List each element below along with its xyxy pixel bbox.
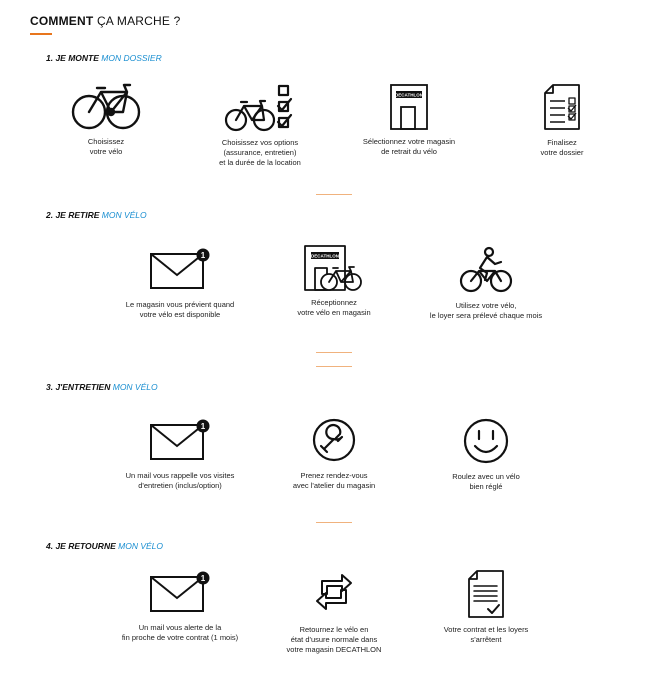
page-title-bold: COMMENT xyxy=(30,14,94,28)
step-3-title: 3. J'ENTRETIEN MON VÉLO xyxy=(46,382,158,392)
step-1-item-4: Finalisez votre dossier xyxy=(492,83,632,158)
bike-options-checklist-icon xyxy=(222,82,298,132)
step-1-title: 1. JE MONTE MON DOSSIER xyxy=(46,53,162,63)
step-3-item-2: Prenez rendez-vous avec l'atelier du magasin xyxy=(264,417,404,491)
page-title xyxy=(30,14,181,28)
section-divider xyxy=(316,352,352,353)
mail-notification-icon xyxy=(148,418,212,462)
smiley-icon xyxy=(462,417,510,465)
step-4-item-2: Retournez le vélo en état d'usure normale dans votre magasin DECATHLON xyxy=(264,570,404,655)
cyclist-icon xyxy=(459,246,513,294)
checklist-document-icon xyxy=(543,83,581,131)
step-3-item-1: 1 Un mail vous rappelle vos visites d'entretien (inclus/option) xyxy=(110,418,250,491)
store-sign-text: DECATHLON xyxy=(395,92,423,98)
return-arrows-icon xyxy=(314,570,354,614)
section-divider xyxy=(316,194,352,195)
step-2-item-2: DECATHLON Réceptionnez votre vélo en magasin xyxy=(264,244,404,318)
step-4-item-1: 1 Un mail vous alerte de la fin proche de votre contrat (1 mois) xyxy=(110,570,250,643)
step-4-title: 4. JE RETOURNE MON VÉLO xyxy=(46,541,163,551)
step-2-item-1: 1 Le magasin vous prévient quand votre vélo est disponible xyxy=(110,247,250,320)
notification-badge: 1 xyxy=(200,251,206,260)
step-4-item-3: Votre contrat et les loyers s'arrêtent xyxy=(416,569,556,645)
step-1-item-3: DECATHLON Sélectionnez votre magasin de retrait du vélo xyxy=(339,83,479,157)
section-divider xyxy=(316,366,352,367)
notification-badge: 1 xyxy=(200,574,206,583)
step-1-item-1: Choisissez votre vélo xyxy=(36,80,176,157)
store-bike-icon xyxy=(303,244,365,292)
wrench-icon xyxy=(311,417,357,463)
bicycle-icon xyxy=(71,80,141,132)
signed-contract-icon xyxy=(467,569,505,619)
step-1-item-2: Choisissez vos options (assurance, entretien) et la durée de la location xyxy=(190,82,330,168)
notification-badge: 1 xyxy=(200,422,206,431)
step-2-title: 2. JE RETIRE MON VÉLO xyxy=(46,210,147,220)
step-3-item-3: Roulez avec un vélo bien réglé xyxy=(416,417,556,492)
title-underline xyxy=(30,33,52,35)
page-title-rest: ÇA MARCHE ? xyxy=(93,14,181,28)
store-sign-text: DECATHLON xyxy=(311,253,339,259)
mail-notification-icon xyxy=(148,247,212,291)
store-icon xyxy=(389,83,429,131)
section-divider xyxy=(316,522,352,523)
mail-notification-icon xyxy=(148,570,212,614)
step-2-item-3: Utilisez votre vélo, le loyer sera prélevé chaque mois xyxy=(416,246,556,321)
